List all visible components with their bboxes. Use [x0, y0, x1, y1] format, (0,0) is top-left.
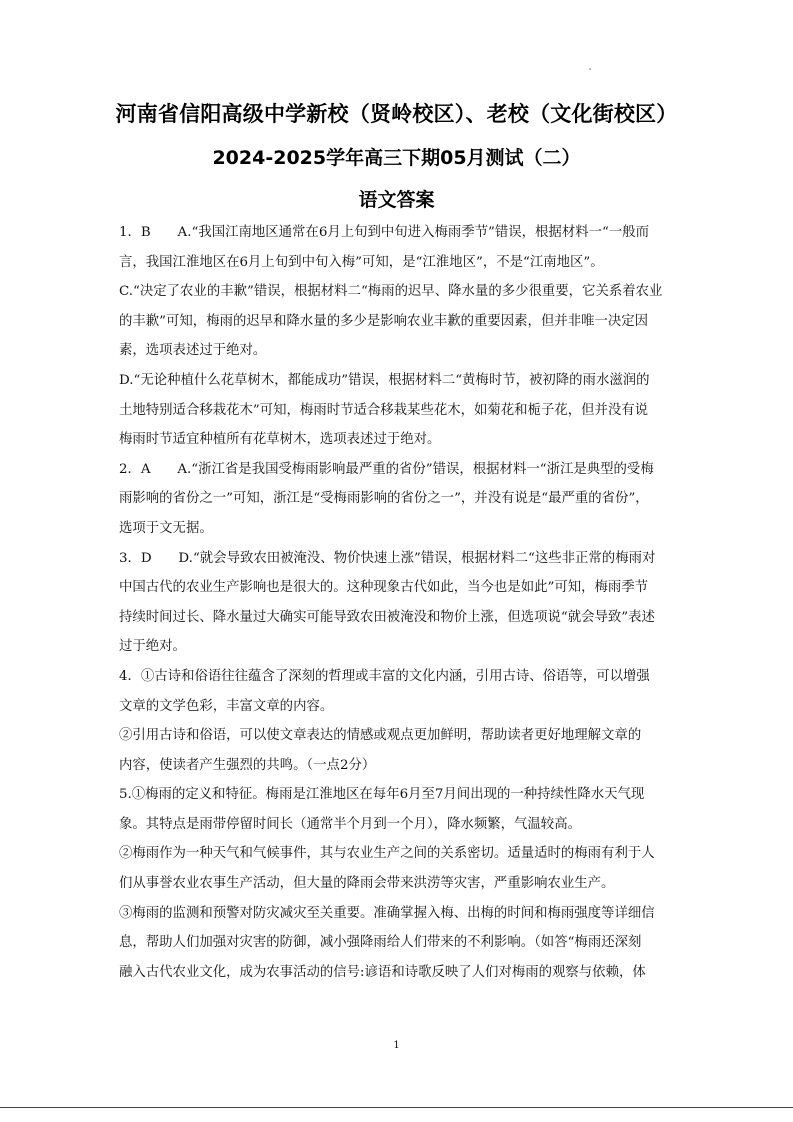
page-number: 1	[393, 1040, 400, 1051]
document-title-school: 河南省信阳高级中学新校（贤岭校区）、老校（文化街校区）	[115, 102, 678, 126]
answer-line: 文章的文学色彩，丰富文章的内容。	[119, 698, 334, 714]
answer-line: 言，我国江淮地区在6月上旬到中旬入梅”可知，是“江淮地区”，不是“江南地区”。	[119, 254, 604, 270]
answer-line: 们从事誉农业农事生产活动，但大量的降雨会带来洪涝等灾害，严重影响农业生产。	[119, 876, 615, 892]
answer-line: 选项于文无据。	[119, 520, 213, 536]
answer-line: 过于绝对。	[119, 639, 186, 655]
answer-line: 梅雨时节适宜种植所有花草树木，选项表述过于绝对。	[119, 432, 441, 448]
answer-line: ②梅雨作为一种天气和气候事件，其与农业生产之间的关系密切。适量适时的梅雨有利于人	[119, 846, 655, 862]
answer-body	[119, 218, 677, 987]
answer-line: ③梅雨的监测和预警对防灾减灾至关重要。准确掌握入梅、出梅的时间和梅雨强度等详细信	[119, 905, 655, 921]
answer-line: 2．A A.“浙江省是我国受梅雨影响最严重的省份”错误，根据材料一“浙江是典型的受梅	[119, 461, 654, 477]
answer-line: 1．B A.“我国江南地区通常在6月上旬到中旬进入梅雨季节”错误，根据材料一“一般而	[119, 225, 650, 240]
document-title-exam: 2024-2025学年高三下期05月测试（二）	[212, 147, 581, 169]
answer-line: 素，选项表述过于绝对。	[119, 343, 267, 359]
answer-line: 持续时间过长、降水量过大确实可能导致农田被淹没和物价上涨，但选项说“就会导致”表述	[119, 609, 655, 625]
document-title-subject: 语文答案	[358, 189, 435, 211]
answer-line: 息，帮助人们加强对灾害的防御，减小强降雨给人们带来的不利影响。（如答“梅雨还深刻	[119, 935, 642, 951]
page-bottom-divider	[0, 1107, 793, 1108]
answer-line: 象。其特点是雨带停留时间长（通常半个月到一个月），降水频繁，气温较高。	[119, 816, 581, 832]
answer-line: 的丰歉”可知，梅雨的迟早和降水量的多少是影响农业丰歉的重要因素，但并非唯一决定因	[119, 313, 649, 329]
answer-line: 雨影响的省份之一”可知，浙江是“受梅雨影响的省份之一”，并没有说是“最严重的省份”，	[119, 491, 649, 507]
answer-line: 3．D D.“就会导致农田被淹没、物价快速上涨”错误，根据材料二“这些非正常的梅雨对	[119, 550, 656, 566]
answer-line: ②引用古诗和俗语，可以使文章表达的情感或观点更加鲜明，帮助读者更好地理解文章的	[119, 728, 642, 744]
answer-line: 5.①梅雨的定义和特征。梅雨是江淮地区在每年6月至7月间出现的一种持续性降水天气现	[119, 787, 645, 803]
answer-line: 土地特别适合移栽花木”可知，梅雨时节适合移栽某些花木，如菊花和栀子花，但并没有说	[119, 402, 649, 418]
answer-line: 中国古代的农业生产影响也是很大的。这种现象古代如此，当今也是如此”可知，梅雨季节	[119, 580, 649, 596]
answer-line: 4．①古诗和俗语往往蕴含了深刻的哲理或丰富的文化内涵，引用古诗、俗语等，可以增强	[119, 668, 650, 684]
scan-dot	[589, 68, 591, 70]
answer-line: 融入古代农业文化，成为农事活动的信号:谚语和诗歌反映了人们对梅雨的观察与依赖，体	[119, 964, 646, 980]
answer-line: C.“决定了农业的丰歉”错误，根据材料二“梅雨的迟早、降水量的多少很重要，它关系着农业	[119, 284, 663, 300]
answer-line: 内容，使读者产生强烈的共鸣。（一点2分）	[119, 757, 376, 773]
answer-line: D.“无论种植什么花草树木，都能成功”错误，根据材料二“黄梅时节，被初降的雨水滋润的	[119, 372, 650, 388]
